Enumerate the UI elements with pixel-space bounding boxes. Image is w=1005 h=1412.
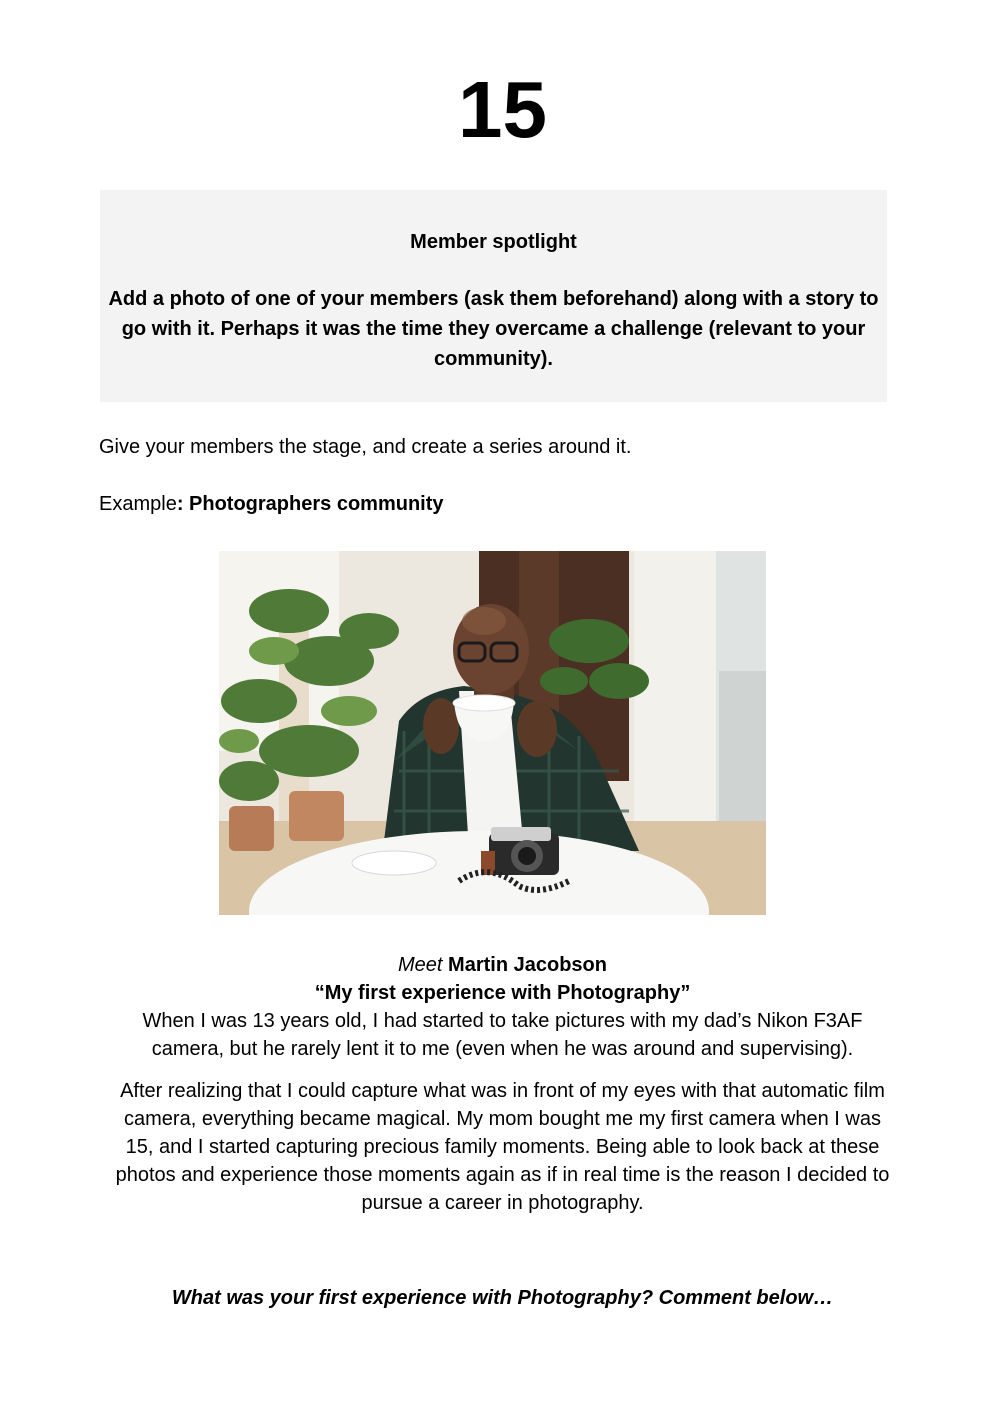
member-story: [110, 951, 895, 1217]
member-name: Martin Jacobson: [448, 954, 607, 976]
call-to-action: What was your first experience with Photography? Comment below…: [171, 1287, 834, 1309]
meet-line: [110, 951, 895, 979]
example-label: Example: [99, 493, 177, 515]
callout-body: Add a photo of one of your members (ask them beforehand) along with a story to go with it. Perhaps it was the time they overcame a challenge (relevant to your community).: [108, 288, 879, 370]
story-title: “My first experience with Photography”: [314, 982, 691, 1004]
meet-prefix: Meet: [398, 954, 443, 976]
story-paragraph-2: After realizing that I could capture what was in front of my eyes with that automatic film camera, everything became magical. My mom bought me my first camera when I was 15, and I started capturing precious family moments. Being able to look back at these photos and experience those moments again as if in real time is the reason I decided to pursue a career in photography.: [115, 1080, 890, 1214]
page-number: 15: [458, 65, 547, 154]
example-line: [99, 489, 444, 519]
intro-text: Give your members the stage, and create a series around it.: [99, 436, 632, 458]
member-photo-illustration: [219, 551, 766, 915]
story-paragraph-1: When I was 13 years old, I had started to take pictures with my dad’s Nikon F3AF camera, but he rarely lent it to me (even when he was around and supervising).: [142, 1010, 863, 1060]
callout-title: Member spotlight: [410, 231, 577, 253]
member-photo: [219, 551, 766, 915]
example-value: : Photographers community: [176, 493, 444, 515]
spotlight-callout-box: [100, 190, 887, 402]
